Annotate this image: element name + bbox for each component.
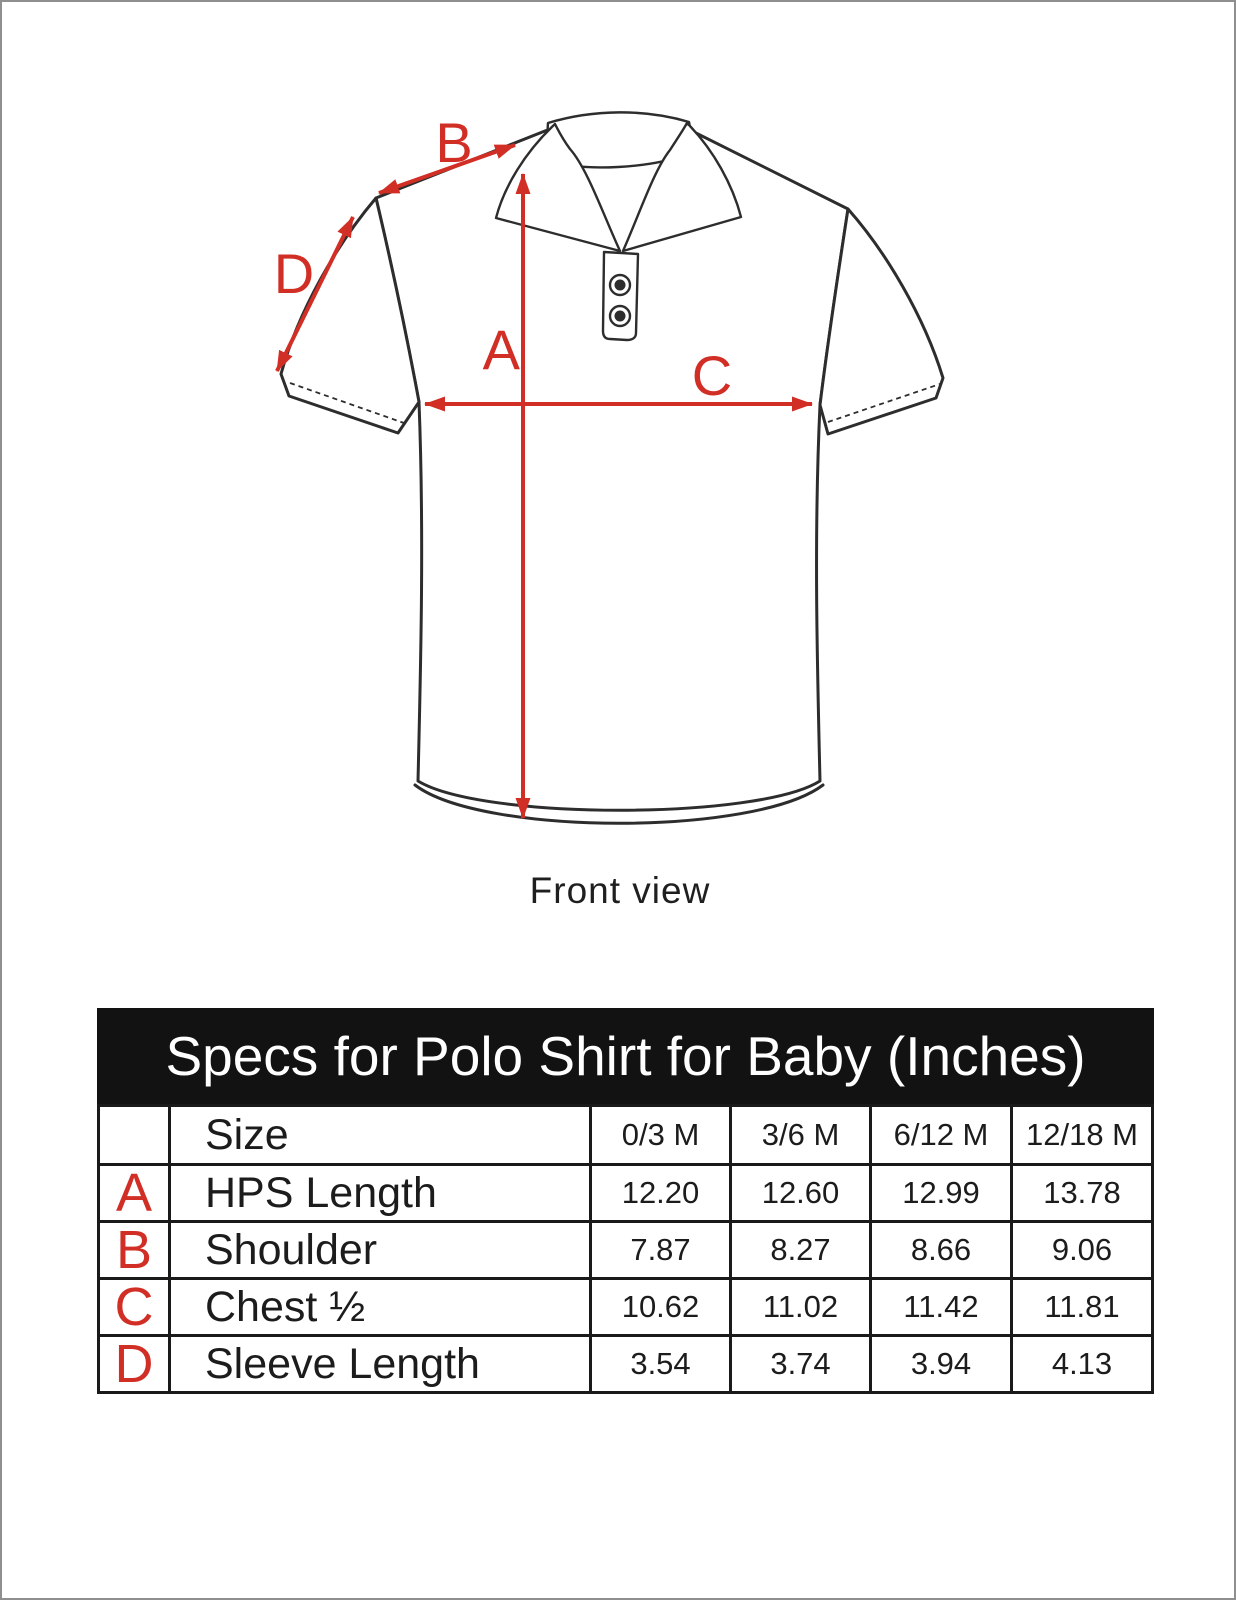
placket-button-top: [610, 275, 630, 295]
row-letter-cell: A: [100, 1166, 168, 1220]
row-letter-cell: C: [100, 1280, 168, 1334]
value-cell: 7.87: [592, 1223, 729, 1277]
spec-grid: [97, 1104, 1154, 1394]
value-cell: 8.66: [872, 1223, 1010, 1277]
value-cell: 3.74: [732, 1337, 869, 1391]
row-letter-cell: D: [100, 1337, 168, 1391]
size-spec-table: [97, 1008, 1154, 1394]
value-cell: 12.99: [872, 1166, 1010, 1220]
corner-cell: [100, 1107, 168, 1163]
shirt-body: [376, 116, 848, 810]
value-cell: 8.27: [732, 1223, 869, 1277]
polo-shirt-diagram: [2, 2, 1236, 942]
table-title: Specs for Polo Shirt for Baby (Inches): [97, 1008, 1154, 1104]
value-cell: 11.02: [732, 1280, 869, 1334]
value-cell: 12.60: [732, 1166, 869, 1220]
measure-label-b: B: [435, 111, 473, 174]
row-label-cell: Chest ½: [171, 1280, 589, 1334]
front-view-caption: Front view: [529, 870, 711, 911]
measure-label-a: A: [482, 318, 520, 381]
size-header-cell: Size: [171, 1107, 589, 1163]
value-cell: 9.06: [1013, 1223, 1151, 1277]
value-cell: 11.81: [1013, 1280, 1151, 1334]
value-cell: 13.78: [1013, 1166, 1151, 1220]
value-cell: 12.20: [592, 1166, 729, 1220]
value-cell: 10.62: [592, 1280, 729, 1334]
value-cell: 11.42: [872, 1280, 1010, 1334]
row-label-cell: Shoulder: [171, 1223, 589, 1277]
row-label-cell: Sleeve Length: [171, 1337, 589, 1391]
size-col-header: 0/3 M: [592, 1107, 729, 1163]
value-cell: 3.94: [872, 1337, 1010, 1391]
row-letter-cell: B: [100, 1223, 168, 1277]
measure-label-c: C: [691, 344, 733, 407]
value-cell: 4.13: [1013, 1337, 1151, 1391]
value-cell: 3.54: [592, 1337, 729, 1391]
measure-label-d: D: [273, 242, 315, 305]
placket-button-bottom: [610, 306, 630, 326]
size-col-header: 3/6 M: [732, 1107, 869, 1163]
size-col-header: 6/12 M: [872, 1107, 1010, 1163]
row-label-cell: HPS Length: [171, 1166, 589, 1220]
size-col-header: 12/18 M: [1013, 1107, 1151, 1163]
